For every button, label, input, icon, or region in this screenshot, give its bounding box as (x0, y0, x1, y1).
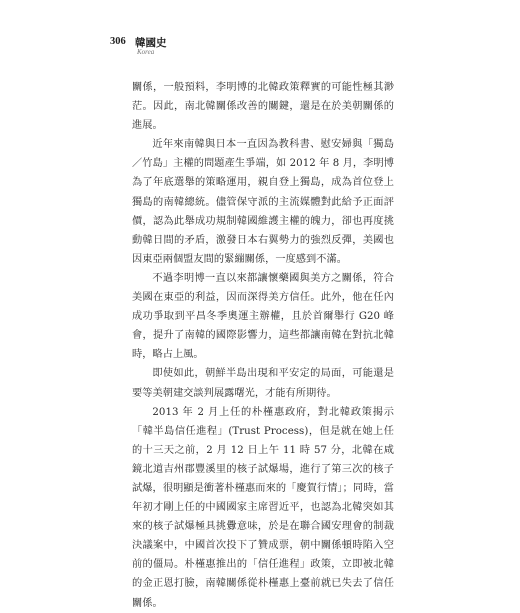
book-title: 韓國史 (135, 37, 167, 49)
paragraph: 近年來南韓與日本一直因為教科書、慰安婦與「獨島／竹島」主權的問題產生爭端，如 2012 年 8 月，李明博為了年底選舉的策略運用，親自登上獨島，成為首位登上獨島的南韓總統。儘管保守派的主流媒體對此給予正面評價，認為此舉成功規制韓國維護主權的魄力，卻也再度挑動韓日間的矛盾，激發日本右翼勢力的強烈反彈，美國也因東亞兩個盟友間的緊繃關係，一度感到不滿。 (132, 139, 394, 265)
paragraph: 不過李明博一直以來都讓懷藥國與美方之關係，符合美國在東亞的利益，因而深得美方信任。此外，他在任內成功爭取到平昌冬季奧運主辦權，且於首爾舉行 G20 峰會，提升了南韓的國際影響力，這些都讓南韓在對抗北韓時，略占上風。 (132, 272, 394, 361)
book-subtitle: Korea (137, 48, 155, 56)
paragraph: 2013 年 2 月上任的朴槿惠政府，對北韓政策揭示「韓半島信任進程」(Trust Process)，但是就在她上任的十三天之前，2 月 12 日上午 11 時 57 分，北韓在咸鏡北道吉州郡豐溪里的核子試爆場，進行了第三次的核子試爆，很明顯是衝著朴槿惠而來的「慶賀行情」；同時，當年初才剛上任的中國國家主席習近平，也認為北韓突如其來的核子試爆極具挑釁意味，於是在聯合國安理會的制裁決議案中，中國首次投下了贊成票，朝中關係頓時陷入空前的僵局。朴槿惠推出的「信任進程」政策，立即被北韓的金正恩打臉，南韓關係從朴槿惠上臺前就已失去了信任關係。 (132, 406, 394, 609)
running-header (110, 36, 410, 58)
body-text (132, 78, 394, 613)
page-number: 306 (110, 36, 126, 47)
paragraph: 關係，一般預料，李明博的北韓政策釋實的可能性極其渺茫。因此，南北韓關係改善的關鍵，還是在於美朝關係的進展。 (132, 82, 394, 132)
paragraph: 即使如此，朝鮮半島出現和平安定的局面，可能還是要等美朝建交談判展露曙光，才能有所期待。 (132, 368, 394, 399)
